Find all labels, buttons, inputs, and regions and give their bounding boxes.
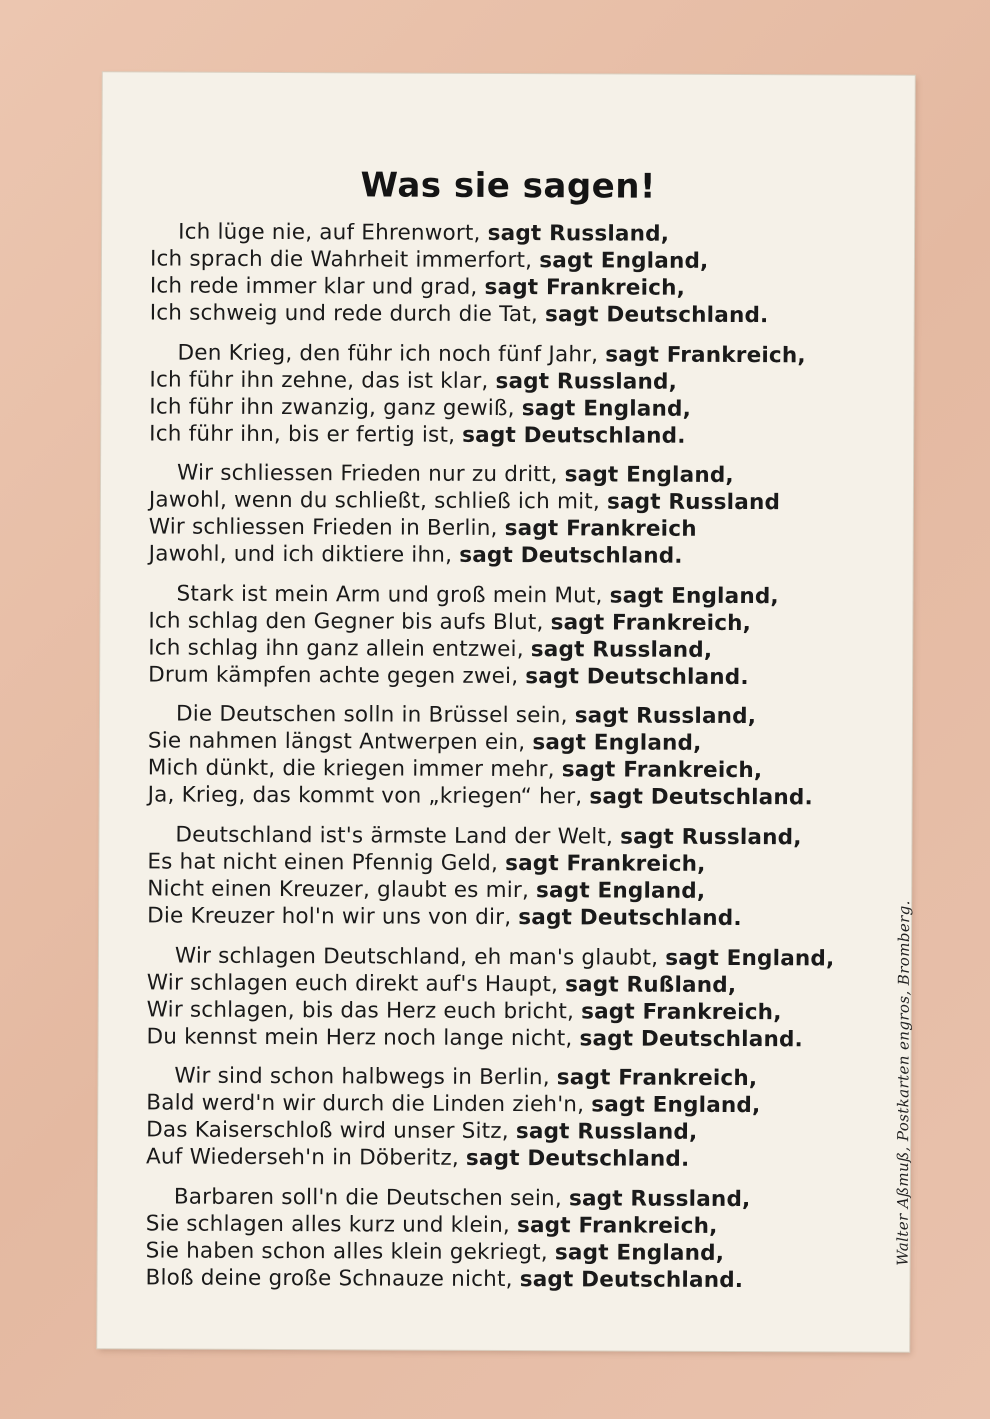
verse-text: Es hat nicht einen Pfennig Geld, [147,849,499,876]
verse-text: Ich rede immer klar und grad, [149,273,478,300]
verse-line [149,541,889,571]
verse-attribution: sagt Russland [606,489,781,516]
verse-text: Ich führ ihn, bis er fertig ist, [149,421,456,448]
stanza [150,218,890,329]
verse-line [147,875,887,905]
verse-line [147,942,887,972]
verse-line [146,1183,886,1213]
verse-text: Ich sprach die Wahrheit immerfort, [149,246,533,274]
verse-text: Auf Wiederseh'n in Döberitz, [145,1144,459,1171]
verse-attribution: sagt Frankreich [504,516,697,543]
verse-line [150,245,890,275]
verse-text: Ich schlag ihn ganz allein entzwei, [148,635,524,662]
verse-line [147,902,887,932]
verse-attribution: sagt England, [554,1239,725,1266]
verse-line [147,969,887,999]
verse-text: Ich schlag den Gegner bis aufs Blut, [148,608,544,635]
verse-attribution: sagt Russland, [487,220,670,247]
verse-attribution: sagt Russland, [515,1119,698,1145]
verse-attribution: sagt Deutschland. [544,302,769,329]
verse-text: Die Deutschen solln in Brüssel sein, [175,701,568,729]
verse-attribution: sagt England, [532,730,702,757]
verse-line [146,1090,886,1120]
stanza [146,1063,886,1174]
verse-attribution: sagt Deutschland. [519,1266,744,1293]
verse-attribution: sagt Russland, [574,703,757,730]
verse-line [145,1264,885,1294]
verse-attribution: sagt Rußland, [565,971,737,998]
verse-line [148,755,888,785]
verse-text: Deutschland ist's ärmste Land der Welt, [175,822,614,850]
verse-text: Wir schliessen Frieden in Berlin, [148,514,498,542]
verse-line [148,661,888,691]
verse-attribution: sagt Deutschland. [462,422,686,449]
verse-line [148,701,888,731]
verse-text: Wir schlagen Deutschland, eh man's glaubt, [174,943,659,971]
verse-text: Bald werd'n wir durch die Linden zieh'n, [146,1090,585,1118]
verse-line [149,393,889,423]
verse-attribution: sagt Frankreich, [561,757,763,784]
verse-attribution: sagt Frankreich, [516,1212,718,1239]
verse-text: Mich dünkt, die kriegen immer mehr, [147,755,555,783]
verse-text: Ja, Krieg, das kommt von „kriegen“ her, [147,782,583,810]
verse-line [148,728,888,758]
verse-attribution: sagt Russland, [495,368,678,395]
verse-attribution: sagt Russland, [530,636,713,663]
verse-line [148,634,888,664]
verse-text: Bloß deine große Schnauze nicht, [145,1265,513,1292]
verse-attribution: sagt Deutschland. [525,663,749,690]
verse-text: Ich schweig und rede durch die Tat, [149,300,538,328]
verse-attribution: sagt Deutschland. [579,1025,804,1052]
stanza [145,1183,885,1294]
verse-line [146,1237,886,1267]
verse-attribution: sagt England, [591,1092,761,1119]
verse-text: Ich führ ihn zwanzig, ganz gewiß, [149,394,515,421]
verse-attribution: sagt Frankreich, [556,1065,758,1092]
verse-line [147,848,887,878]
verse-attribution: sagt England, [564,462,734,489]
postcard [97,72,915,1352]
verse-text: Ich lüge nie, auf Ehrenwort, [178,219,481,246]
verse-line [149,366,889,396]
verse-line [150,218,890,248]
stanza [148,580,888,691]
verse-text: Wir schlagen, bis das Herz euch bricht, [146,996,575,1024]
verse-text: Sie schlagen alles kurz und klein, [145,1211,511,1238]
verse-attribution: sagt Deutschland. [459,542,683,569]
verse-attribution: sagt Frankreich, [484,274,686,301]
verse-text: Die Kreuzer hol'n wir uns von dir, [147,903,512,930]
verse-attribution: sagt Deutschland. [518,905,742,931]
stanza [148,701,888,812]
verse-text: Wir schlagen euch direkt auf's Haupt, [146,969,559,997]
verse-line [149,514,889,544]
verse-text: Drum kämpfen achte gegen zwei, [148,662,519,689]
verse-attribution: sagt England, [609,583,779,609]
verse-line [146,1144,886,1174]
verse-text: Nicht einen Kreuzer, glaubt es mir, [147,876,530,904]
verse-text: Den Krieg, den führ ich noch fünf Jahr, [177,340,599,367]
verse-text: Jawohl, und ich diktiere ihn, [148,541,453,568]
verse-line [147,821,887,851]
verse-line [148,580,888,610]
verse-text: Wir sind schon halbwegs in Berlin, [174,1063,550,1091]
verse-line [146,1117,886,1147]
verse-line [148,782,888,812]
verse-attribution: sagt Frankreich, [581,998,782,1025]
verse-text: Stark ist mein Arm und groß mein Mut, [176,581,603,609]
verse-line [149,487,889,517]
poem-title: Was sie sagen! [360,165,657,207]
verse-attribution: sagt Frankreich, [505,850,706,877]
verse-line [147,1023,887,1053]
stanza [147,821,887,932]
verse-text: Ich führ ihn zehne, das ist klar, [149,367,489,394]
verse-line [147,996,887,1026]
verse-attribution: sagt Frankreich, [605,342,806,368]
stanza [149,339,889,450]
stanza [147,942,887,1053]
verse-text: Jawohl, wenn du schließt, schließ ich mit, [148,487,601,515]
verse-line [146,1210,886,1240]
verse-text: Du kennst mein Herz noch lange nicht, [146,1023,573,1051]
verse-attribution: sagt Frankreich, [550,609,752,636]
verse-text: Das Kaiserschloß wird unser Sitz, [146,1117,509,1145]
verse-attribution: sagt England, [665,945,835,971]
verse-attribution: sagt England, [539,248,709,274]
verse-attribution: sagt Deutschland. [589,784,813,811]
verse-text: Sie nahmen längst Antwerpen ein, [147,728,526,756]
verse-text: Barbaren soll'n die Deutschen sein, [173,1184,562,1211]
verse-line [150,272,890,302]
verse-text: Sie haben schon alles klein gekriegt, [145,1238,548,1265]
verse-line [150,339,890,369]
verse-attribution: sagt England, [536,878,706,904]
verse-attribution: sagt Russland, [620,824,802,851]
verse-text: Wir schliessen Frieden nur zu dritt, [176,460,558,488]
verse-attribution: sagt Deutschland. [465,1145,690,1172]
stanza [149,460,889,571]
verse-line [150,299,890,329]
verse-line [146,1063,886,1093]
verse-attribution: sagt Russland, [568,1186,751,1212]
verse-line [149,420,889,450]
publisher-imprint: Walter Aßmuß, Postkarten engros, Bromberg. [893,900,914,1266]
verse-line [148,607,888,637]
poem-body [145,218,890,1307]
verse-line [149,460,889,490]
verse-attribution: sagt England, [521,395,692,422]
